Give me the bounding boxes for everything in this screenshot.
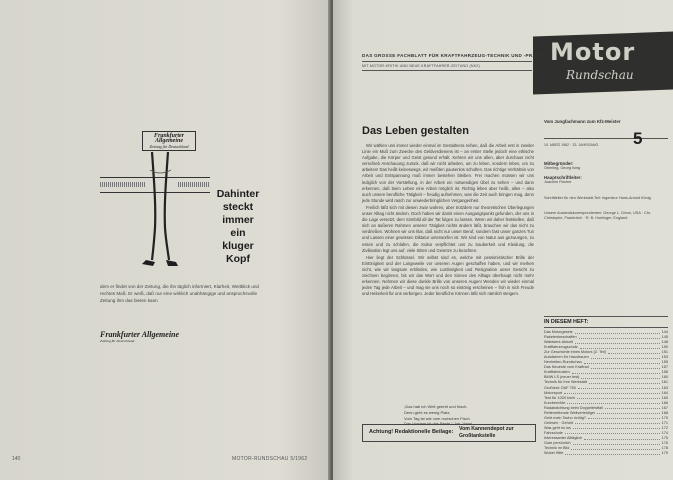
ad-logo-bottom	[100, 330, 179, 343]
toc-leader	[591, 365, 660, 369]
toc-item-label: Reifenrettende Weltverteidiger	[544, 410, 596, 415]
toc-item	[544, 451, 668, 456]
toc-item-label: Kraftfahrkosten	[544, 370, 570, 375]
toc-leader	[580, 345, 660, 349]
credit-text: Unsere Auslandskorrespondenten: George L. Dixon, USA · Chr. Christophe, Frankreich · R. B. Hoelinger, England	[544, 210, 652, 221]
toc-item-label: Was geht es los	[544, 425, 571, 430]
toc-leader	[565, 431, 660, 435]
notice-title: Vom Kannendepot zur Großtankstelle	[459, 426, 514, 439]
toc-item-page: 161	[661, 380, 668, 385]
magazine-tagline-secondary: MIT MOTOR-KRITIK UND NEUE KRAFTFAHRER-ZEITUNG (NKZ)	[362, 64, 481, 68]
ad-headline-line: Kopf	[226, 253, 250, 265]
toc-item-label: Technik im Bild	[544, 446, 570, 451]
toc-item-label: Das Neueste vom Kraftrad	[544, 365, 589, 370]
toc-item-page: 160	[661, 375, 668, 380]
toc-item-label: Test für 1000 km/h	[544, 395, 576, 400]
magazine-subtitle: Vom Jungfachmann zum Kfz-Meister	[544, 119, 621, 124]
divider	[362, 61, 532, 62]
toc-item-page: 151	[661, 350, 668, 355]
article-body	[362, 143, 534, 405]
toc-leader	[573, 441, 660, 445]
toc-item-page: 164	[661, 390, 668, 395]
toc-item-page: 179	[661, 451, 668, 456]
poem-line: Denn geht es wenig Platz,	[404, 409, 451, 415]
article-paragraph: Wir wählen uns immer wieder einmal im Gestaltnera reihen, daß die Arbeit erst in zweiter Linie ein Muß zum Zwecke des Geldverdienens ist – an erster Stelle jedoch eine ethische Aufgabe, die Körper und Geist gesund erhält. Kehren wir uns allen, aber durchaus nicht verschieb Anschauung zurück, daß wir nicht arbeiten, um zu leben, sondern leben, um zu arbeiten! Das heißt keineswegs, wir meißten pausenlos schuften. Das richtige Verhältnis von Arbeit und Entspannung muß immer bestehen bleiben. Frei machen müssen wir uns lediglich von der Vorstellung, in der Arbeit ein notwendiges Übel zu sehen – und dann erkennen, daß beim Leben eine Arbeit möglich ist. Richtig leben aber heißt, alles – also auch unsere berufliche Tätigkeit – freudig aufnehmen, was die Zeit auch bringen mag, denn jede Stunde wird rasch zur unwiederbringlichen Vergangenheit.	[362, 143, 534, 203]
toc-leader	[564, 391, 660, 395]
ad-headline	[208, 188, 268, 266]
poem-line: „Das hab ich Welt geerbt und frisch.	[404, 404, 468, 409]
ad-masthead	[142, 131, 196, 151]
toc-title: IN DIESEM HEFT:	[544, 316, 668, 328]
toc-item-page: 172	[661, 425, 668, 430]
toc-leader	[584, 360, 660, 364]
article-paragraph: Freilich läßt sich mit diesen zwar wahren, aber trotzdem nur theoretischen Überlegungen unser Alltag nicht ändern. Doch haben wir damit einen Ausgangspunkt gefunden, der uns in die Lage versetzt, dem Sinnbild all der Tat folgen zu lassen. Wenn wir daher feststellen, daß sich an äußeren Rahmen unserer Tätigkeit nichts ändern läßt, brauchen wir das nicht zu verdrießen. Wohnen wir uns klar, daß nicht nur unser Beruf, sondern fast unser ganzes Tun und Lassen einer gewissen Diktatur unterworfen ist. Wir sind von Natur aus gezwungen, zu essen und zu schlafen, die Kultur verpflichtet uns zu Sauberkeit und Kleidung, die Zivilisation legt uns auf, viele Sitten und Gesetze zu beachten.	[362, 204, 534, 253]
toc-item-label: Interessanter Alltäglich	[544, 435, 583, 440]
toc-item-label: Zur Geschichte eines Motors (2. Teil)	[544, 350, 606, 355]
toc-leader	[588, 416, 660, 420]
credit-text: Joachim Fischer	[544, 180, 572, 185]
toc-leader	[578, 386, 660, 390]
ad-masthead-title: Frankfurter Allgemeine	[153, 133, 184, 144]
toc-item-label: Großtest: DAF 750	[544, 385, 576, 390]
toc-item-page: 174	[661, 430, 668, 435]
toc-item-label: Geht mein Tacho richtig?	[544, 415, 586, 420]
toc-leader	[589, 380, 660, 384]
toc-leader	[565, 451, 659, 455]
toc-item-label: Neuheiten-Rundschau	[544, 360, 582, 365]
toc-leader	[577, 396, 659, 400]
toc-item-page: 178	[661, 446, 668, 451]
issue-number: 5	[633, 129, 643, 148]
toc-leader	[572, 370, 660, 374]
toc-item-page: 166	[661, 400, 668, 405]
toc-leader	[573, 426, 660, 430]
toc-item-label: Radabdichtung beim Doppeltestfall	[544, 405, 603, 410]
toc-leader	[571, 446, 659, 450]
ad-logo-bottom-sub: Zeitung für Deutschland	[100, 339, 135, 343]
toc-leader	[605, 406, 660, 410]
toc-item-label: Wobei Hilfe	[544, 451, 564, 456]
toc-leader	[591, 355, 660, 359]
notice-label: Achtung! Redaktionelle Beilage:	[369, 429, 454, 435]
left-page	[0, 0, 330, 480]
poem-line: Das Vordere ist das Beste." Joh. Vossi	[404, 421, 473, 427]
toc-item-label: Waidwerk-Aktuell	[544, 340, 574, 345]
divider	[362, 70, 532, 71]
toc-leader	[579, 335, 660, 339]
toc-item-page: 175	[661, 435, 668, 440]
toc-item-label: Autofahren für Hausfrauen	[544, 355, 589, 360]
toc-item-label: Raketenbeschaffen	[544, 335, 577, 340]
masthead-credits	[544, 157, 668, 221]
toc-item-page: 163	[661, 385, 668, 390]
toc-leader	[597, 411, 659, 415]
toc-item-label: Technik für Ihre Werkstatt	[544, 380, 587, 385]
credit-heading: Hauptschriftleiter:	[544, 175, 582, 181]
toc-item-page: 171	[661, 420, 668, 425]
divider	[544, 138, 668, 139]
supplement-notice	[362, 424, 536, 442]
magazine-tagline: DAS GROSSE FACHBLATT FÜR KRAFTFAHRZEUG-TECHNIK UND -PRAXIS	[362, 53, 545, 58]
table-of-contents	[544, 316, 668, 456]
toc-item-page: 158	[661, 370, 668, 375]
credit-text: Oberling, Georg Ising	[544, 166, 581, 170]
toc-item-page: 150	[661, 345, 668, 350]
magazine-logo-script: Rundschau	[566, 68, 634, 82]
toc-item-page: 176	[661, 441, 668, 446]
toc-item-page: 157	[661, 365, 668, 370]
toc-item-page: 165	[661, 395, 668, 400]
toc-leader	[575, 330, 660, 334]
toc-item-page: 168	[661, 410, 668, 415]
ad-masthead-sub: Zeitung für Deutschland	[149, 144, 189, 149]
ad-headline-line: kluger	[222, 240, 254, 252]
issue-date: 10. MÄRZ 1962 · 33. JAHRGANG	[544, 143, 599, 147]
toc-item-label: Das Motorgesetz	[544, 330, 573, 334]
ad-logo-bottom-title: Frankfurter Allgemeine	[100, 330, 180, 339]
page-footer: MOTOR-RUNDSCHAU 5/1962	[232, 456, 308, 462]
ad-headline-line: immer	[222, 214, 254, 226]
page-number: 140	[12, 456, 21, 462]
magazine-logo-title: Motor	[550, 38, 636, 66]
toc-leader	[575, 340, 659, 344]
toc-item-label: BMW LS (neuer test)	[544, 375, 580, 380]
toc-item-page: 148	[661, 340, 668, 345]
toc-item-label: Kraftfahrzeugschutz	[544, 345, 578, 350]
legs-illustration-icon	[138, 150, 186, 268]
article-paragraph: Hier liegt der Schlüssel. Wir selbst sind es, welche mit pessimistischer Brille der Eintönigkeit und der Langeweile vor unseren Augen geschaffen haben, und wir merken nicht, wie wir langsam erblinden, wie Lustlosigkeit und Resignation unser Gesicht zu zeichnen beginnen, bis wir das Wort und den Sinnen des Alltags überhaupt nicht mehr erkennen. Nehmen wir diese dunkle Brille von unseren Augen! Wenden wir wieder einmal jeden Tag jede Arbeit – und mag sie uns noch so eintönig erscheinen – froh in sich Freude und Heiterkeit für uns verbergen. Jeder berufliche Können läßt sich nämlich steigern.	[362, 254, 534, 297]
ad-headline-line: steckt	[222, 201, 254, 213]
toc-item-page: 145	[661, 335, 668, 340]
toc-item-page: 170	[661, 415, 668, 420]
toc-item-label: Fahrschule	[544, 430, 563, 435]
toc-item-label: Motorsport	[544, 390, 563, 395]
toc-item-label: Kurzberichte	[544, 400, 566, 405]
toc-leader	[581, 375, 659, 379]
toc-leader	[584, 436, 659, 440]
toc-item-label: Gute persönlich	[544, 441, 571, 446]
ad-headline-line: Dahinter	[216, 188, 260, 200]
toc-item-page: 167	[661, 405, 668, 410]
toc-list	[544, 330, 668, 456]
toc-item-page: 153	[661, 355, 668, 360]
toc-item-label: Gelesen · Gehört	[544, 420, 574, 425]
poem-line: Vom Tag ist wie vom morschen Fisch	[404, 415, 470, 421]
ad-body-text: dem er findet von der Zeitung, die ihn täglich informiert, Klarheit, Weitblick und rechtes Maß. Er weiß, daß nur eine wirklich unabhängige und anspruchsvolle Zeitung ihm das bieten kann	[100, 284, 259, 303]
ad-headline-line: ein	[230, 227, 246, 239]
toc-leader	[575, 421, 660, 425]
toc-item-page: 144	[661, 330, 668, 334]
credit-heading: Mitbegründer:	[544, 161, 574, 166]
toc-leader	[608, 350, 660, 354]
toc-item-page: 155	[661, 360, 668, 365]
credit-text: Schriftleiter für den Werkstatt-Teil: Ingenieur Hans-Arnold König	[544, 195, 651, 200]
article-title: Das Leben gestalten	[362, 125, 469, 137]
toc-leader	[567, 401, 659, 405]
